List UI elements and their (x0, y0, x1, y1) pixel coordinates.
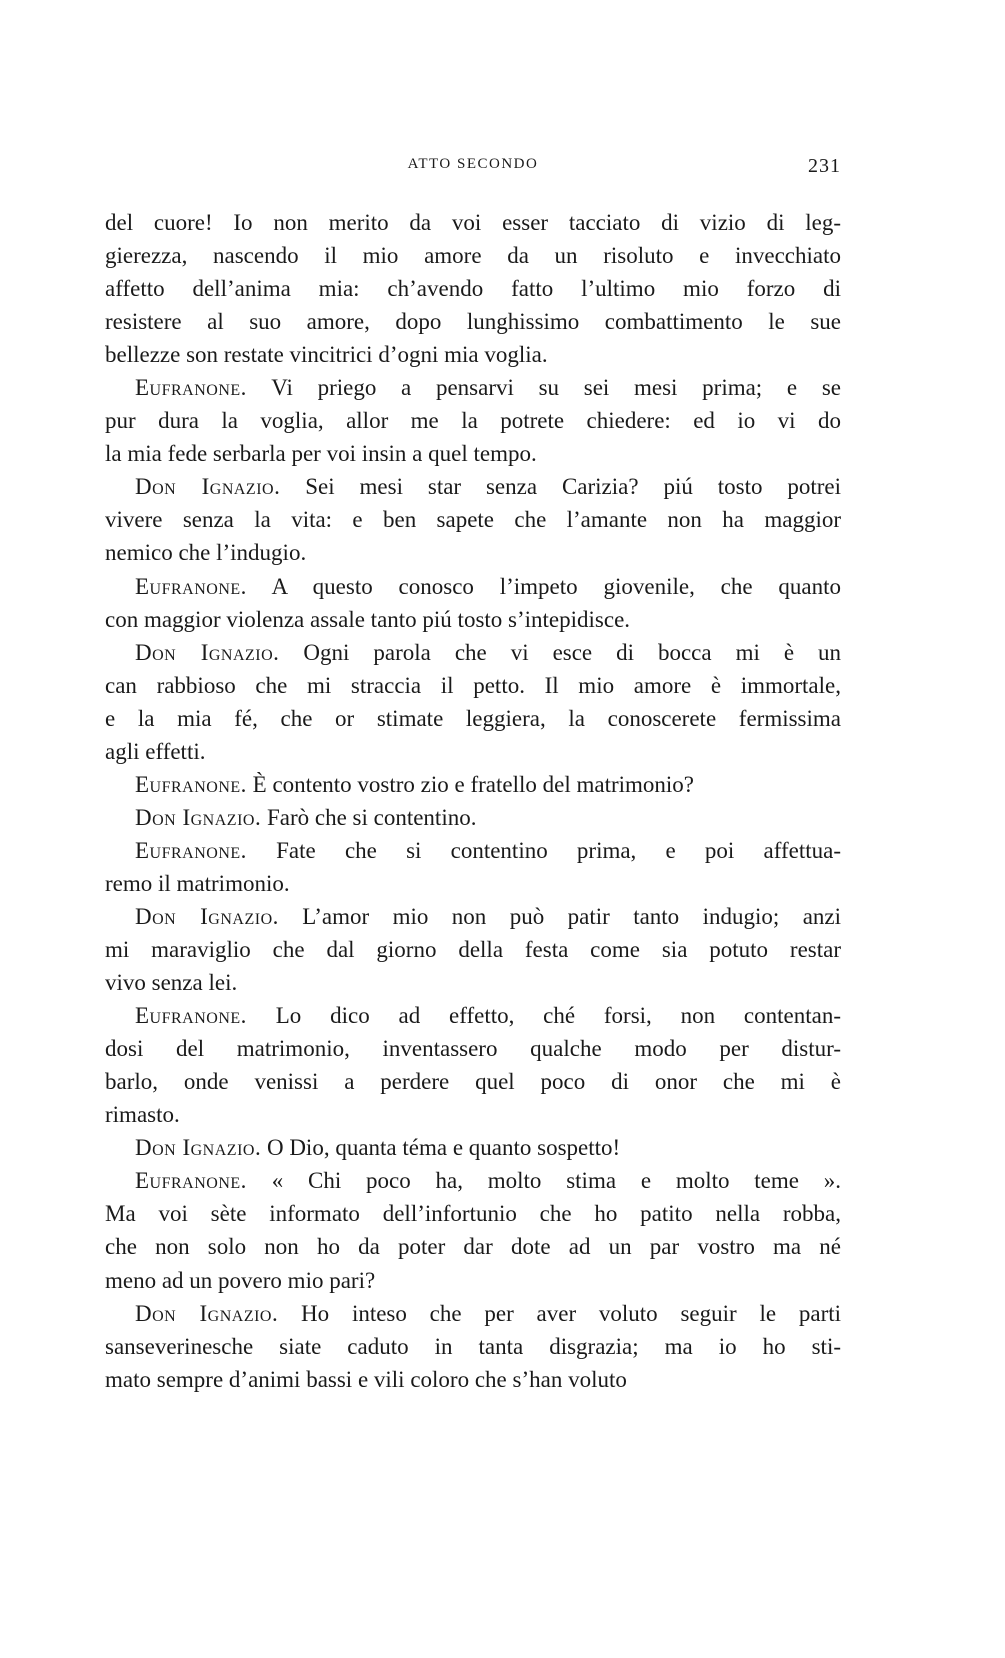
text-line (105, 900, 841, 933)
line-text: remo il matrimonio. (105, 870, 290, 896)
speech-paragraph (105, 636, 841, 768)
text-line (105, 933, 841, 966)
speech-paragraph (105, 834, 841, 900)
line-text: la mia fede serbarla per voi insin a quel tempo. (105, 441, 537, 467)
speech-paragraph (105, 1131, 841, 1164)
speech-paragraph (105, 768, 841, 801)
speech-paragraph (105, 570, 841, 636)
line-text: mi maraviglio che dal giorno della festa come sia potuto restar (105, 937, 841, 963)
line-text: sanseverinesche siate caduto in tanta disgrazia; ma io ho sti- (105, 1333, 841, 1359)
speech-paragraph (105, 999, 841, 1131)
speaker-name: Don Ignazio. (135, 804, 262, 830)
line-text: gierezza, nascendo il mio amore da un risoluto e invecchiato (105, 243, 841, 269)
line-text: che non solo non ho da poter dar dote ad un par vostro ma né (105, 1234, 841, 1260)
body-text (105, 206, 841, 1396)
text-line (105, 1098, 841, 1131)
line-text: can rabbioso che mi straccia il petto. Il mio amore è immortale, (105, 672, 841, 698)
text-line (105, 1264, 841, 1297)
text-line (105, 570, 841, 603)
text-line (105, 437, 841, 470)
text-line (105, 371, 841, 404)
text-line (105, 801, 841, 834)
page-header (105, 150, 841, 178)
text-line (105, 272, 841, 305)
line-text: resistere al suo amore, dopo lunghissimo combattimento le sue (105, 309, 841, 335)
text-line (105, 1197, 841, 1230)
text-line (105, 1330, 841, 1363)
speaker-name: Eufranone. (135, 1003, 247, 1029)
line-text: e la mia fé, che or stimate leggiera, la conoscerete fermissima (105, 705, 841, 731)
speaker-name: Don Ignazio. (135, 1300, 279, 1326)
text-line (105, 404, 841, 437)
text-line (105, 1032, 841, 1065)
text-line (105, 1065, 841, 1098)
text-line (105, 603, 841, 636)
line-text: O Dio, quanta téma e quanto sospetto! (266, 1135, 621, 1161)
text-line (105, 1131, 841, 1164)
text-line (105, 206, 841, 239)
text-line (105, 536, 841, 569)
speaker-name: Eufranone. (135, 837, 247, 863)
line-text: con maggior violenza assale tanto piú tosto s’intepidisce. (105, 606, 631, 632)
speech-paragraph (105, 900, 841, 999)
line-text: È contento vostro zio e fratello del matrimonio? (252, 771, 695, 797)
speaker-name: Don Ignazio. (135, 1135, 262, 1161)
line-text: barlo, onde venissi a perdere quel poco di onor che mi è (105, 1069, 841, 1095)
speech-paragraph (105, 470, 841, 569)
speech-paragraph (105, 801, 841, 834)
text-line (105, 999, 841, 1032)
line-text: dosi del matrimonio, inventassero qualche modo per distur- (105, 1036, 841, 1062)
speaker-name: Eufranone. (135, 375, 247, 401)
speech-paragraph (105, 1164, 841, 1296)
text-line (105, 834, 841, 867)
text-line (105, 1297, 841, 1330)
text-line (105, 768, 841, 801)
line-text: del cuore! Io non merito da voi esser tacciato di vizio di leg- (105, 210, 841, 235)
speaker-name: Eufranone. (135, 1168, 247, 1194)
line-text: nemico che l’indugio. (105, 540, 307, 566)
line-text: A questo conosco l’impeto giovenile, che quanto (271, 573, 841, 599)
speaker-name: Don Ignazio. (135, 639, 280, 665)
line-text: Lo dico ad effetto, ché forsi, non contentan- (275, 1003, 841, 1029)
line-text: pur dura la voglia, allor me la potrete chiedere: ed io vi do (105, 408, 841, 434)
text-line (105, 1230, 841, 1263)
text-line (105, 470, 841, 503)
page-number: 231 (808, 155, 841, 177)
text-line (105, 305, 841, 338)
text-line (105, 503, 841, 536)
line-text: vivo senza lei. (105, 970, 238, 996)
speaker-name: Eufranone. (135, 573, 247, 599)
speech-paragraph (105, 1297, 841, 1396)
line-text: affetto dell’anima mia: ch’avendo fatto l’ultimo mio forzo di (105, 276, 841, 302)
line-text: L’amor mio non può patir tanto indugio; anzi (302, 903, 841, 929)
line-text: Sei mesi star senza Carizia? piú tosto potrei (305, 474, 842, 500)
line-text: agli effetti. (105, 738, 206, 764)
line-text: meno ad un povero mio pari? (105, 1267, 376, 1293)
line-text: mato sempre d’animi bassi e vili coloro che s’han voluto (105, 1366, 627, 1392)
speaker-name: Don Ignazio. (135, 903, 279, 929)
line-text: Ho inteso che per aver voluto seguir le parti (301, 1300, 842, 1326)
text-line (105, 338, 841, 371)
text-line (105, 1164, 841, 1197)
line-text: Fate che si contentino prima, e poi affettua- (276, 837, 841, 863)
line-text: « Chi poco ha, molto stima e molto teme ». (271, 1168, 842, 1194)
line-text: Vi priego a pensarvi su sei mesi prima; e se (271, 375, 841, 401)
text-line (105, 1363, 841, 1396)
line-text: Ma voi sète informato dell’infortunio che ho patito nella robba, (105, 1201, 841, 1227)
text-line (105, 239, 841, 272)
speaker-name: Don Ignazio. (135, 474, 281, 500)
text-line (105, 867, 841, 900)
text-line (105, 966, 841, 999)
text-line (105, 702, 841, 735)
line-text: rimasto. (105, 1102, 180, 1128)
line-text: Ogni parola che vi esce di bocca mi è un (303, 639, 842, 665)
running-title: ATTO SECONDO (407, 156, 539, 172)
line-text: Farò che si contentino. (266, 804, 477, 830)
line-text: vivere senza la vita: e ben sapete che l’amante non ha maggior (105, 507, 841, 533)
speaker-name: Eufranone. (135, 771, 247, 797)
text-line (105, 636, 841, 669)
text-line (105, 669, 841, 702)
text-line (105, 735, 841, 768)
continued-paragraph (105, 206, 841, 371)
line-text: bellezze son restate vincitrici d’ogni mia voglia. (105, 342, 548, 368)
speech-paragraph (105, 371, 841, 470)
